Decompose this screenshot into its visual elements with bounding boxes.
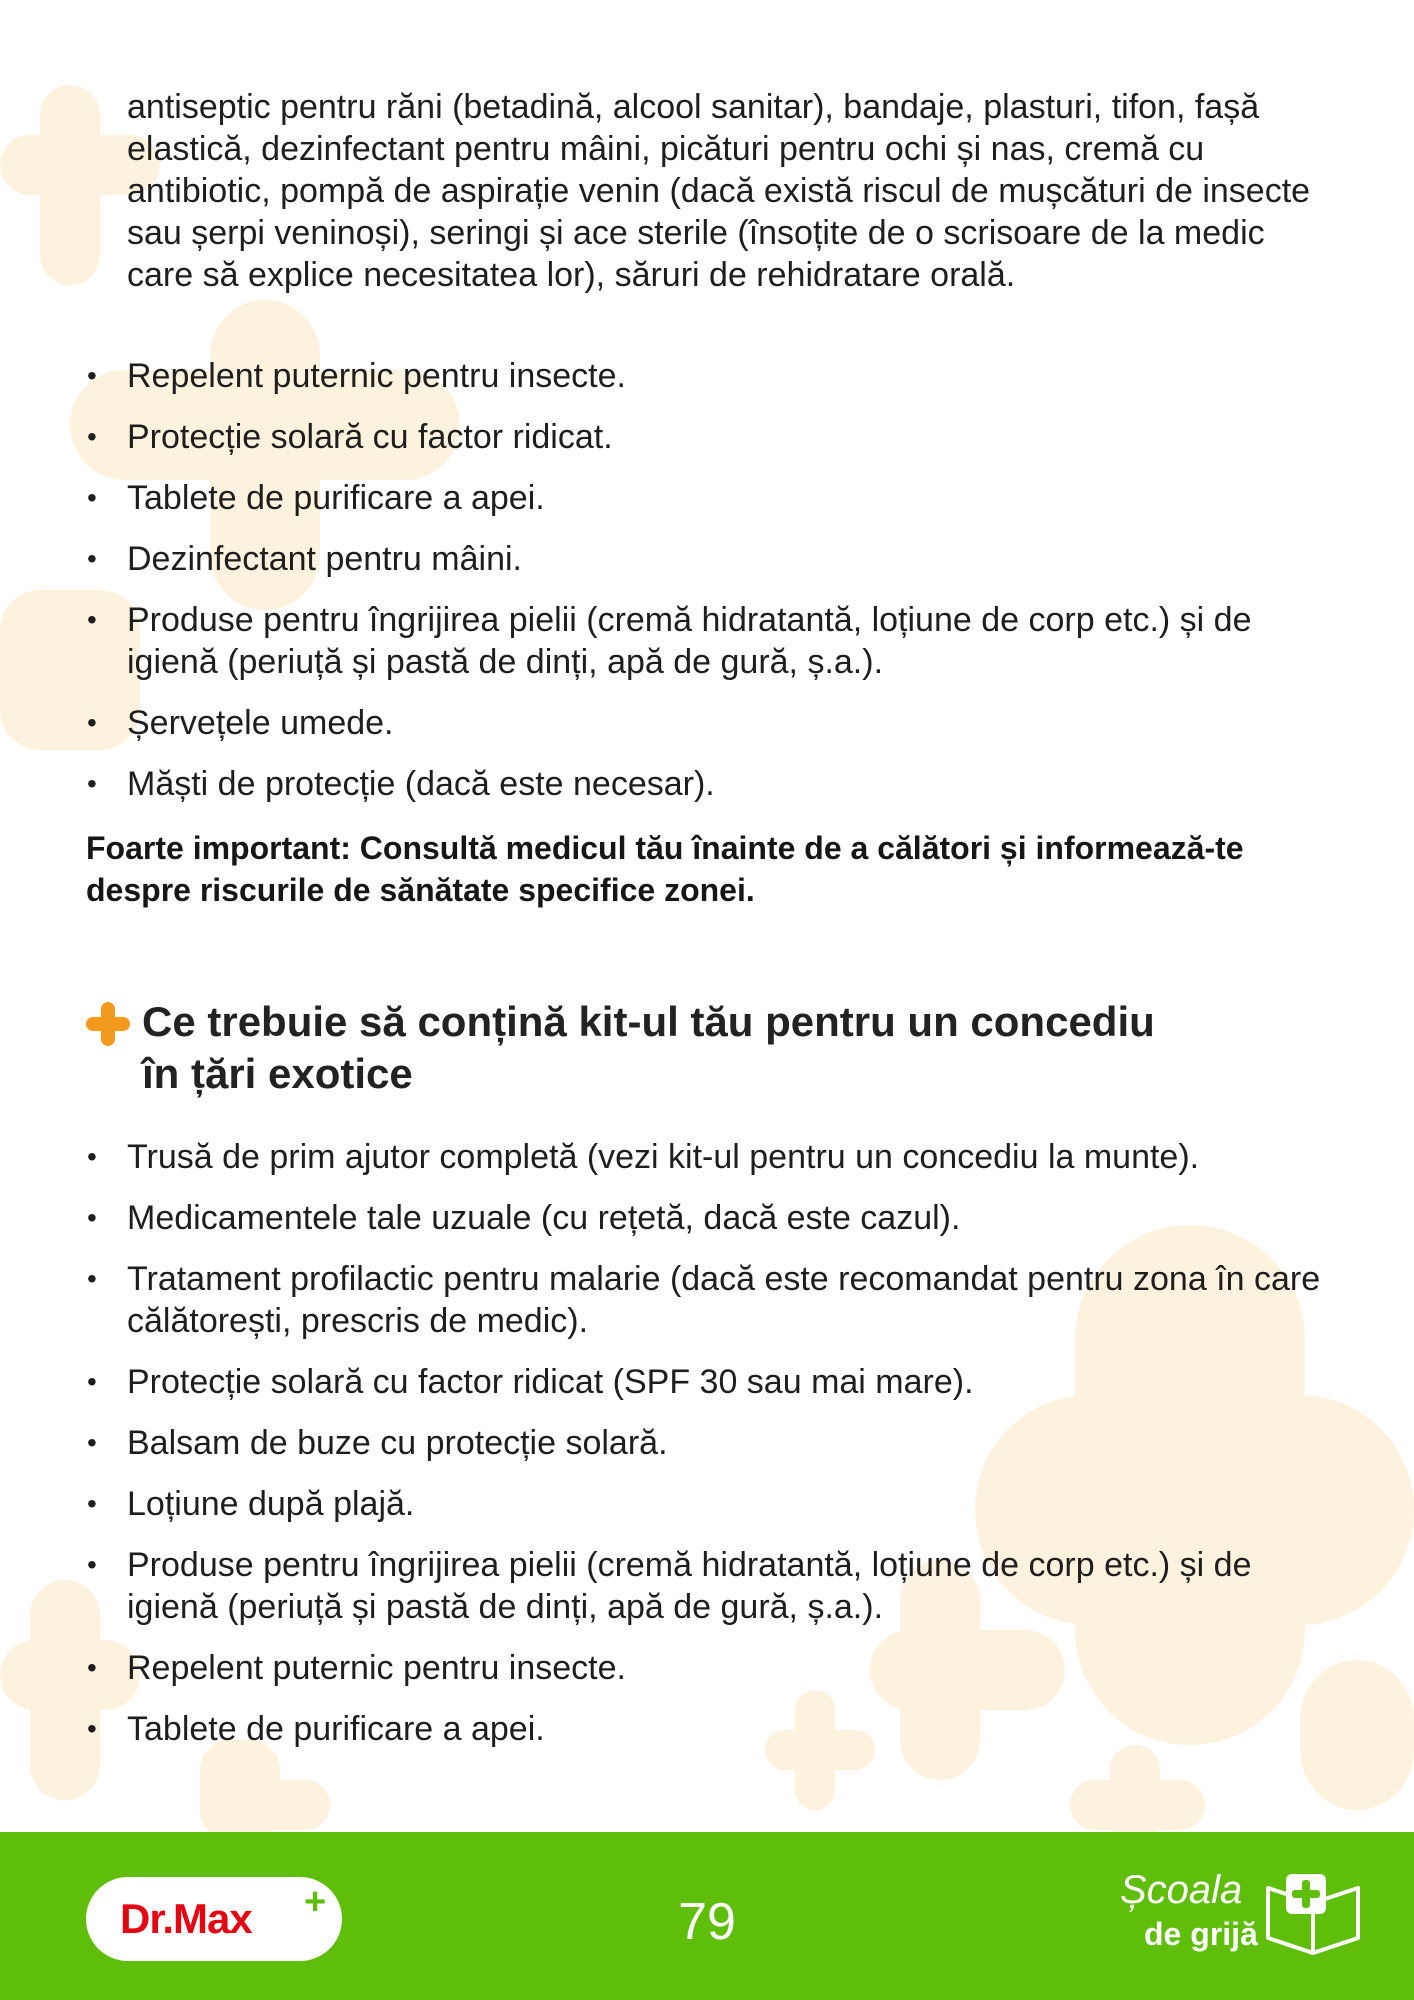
brand-line2: de grijă xyxy=(1144,1916,1258,1952)
list-item: • Tablete de purificare a apei. xyxy=(85,1708,1345,1750)
list-item: • Măști de protecție (dacă este necesar). xyxy=(85,763,1345,805)
logo-text: Dr.Max xyxy=(120,1895,252,1942)
list-item: • Tratament profilactic pentru malarie (dacă este recomandat pentru zona în care călătorești, prescris de medic). xyxy=(85,1258,1345,1342)
section-title-line2: în țări exotice xyxy=(142,1050,413,1097)
important-note: Foarte important: Consultă medicul tău înainte de a călători și informează-te despre riscurile de sănătate specifice zonei. xyxy=(86,830,1244,908)
list-item: • Șervețele umede. xyxy=(85,702,1345,744)
list-item: • Produse pentru îngrijirea pielii (cremă hidratantă, loțiune de corp etc.) și de igienă (periuță și pastă de dinți, apă de gură, ș.a.). xyxy=(85,1544,1345,1628)
bullet-list-2 xyxy=(85,1136,1345,1769)
book-plus-icon xyxy=(1258,1868,1368,1968)
brand-line1: Școala xyxy=(1120,1868,1243,1912)
list-item: • Dezinfectant pentru mâini. xyxy=(85,538,1345,580)
scoala-de-grija-logo xyxy=(1110,1862,1380,1982)
section-title xyxy=(86,996,1326,1100)
list-item: • Trusă de prim ajutor completă (vezi kit-ul pentru un concediu la munte). xyxy=(85,1136,1345,1178)
list-item: • Medicamentele tale uzuale (cu rețetă, dacă este cazul). xyxy=(85,1197,1345,1239)
plus-icon xyxy=(86,1002,130,1046)
list-item: • Produse pentru îngrijirea pielii (cremă hidratantă, loțiune de corp etc.) și de igienă (periuță și pastă de dinți, apă de gură, ș.a.). xyxy=(85,599,1345,683)
list-item: • Tablete de purificare a apei. xyxy=(85,477,1345,519)
section-heading xyxy=(86,996,1326,1100)
section-title-line1: Ce trebuie să conțină kit-ul tău pentru un concediu xyxy=(142,998,1155,1045)
list-item: • Protecție solară cu factor ridicat (SPF 30 sau mai mare). xyxy=(85,1361,1345,1403)
logo-plus: + xyxy=(304,1881,327,1923)
footer-bar xyxy=(0,1832,1414,2000)
page-number: 79 xyxy=(678,1893,736,1951)
list-item: • Repelent puternic pentru insecte. xyxy=(85,355,1345,397)
list-item: • Balsam de buze cu protecție solară. xyxy=(85,1422,1345,1464)
list-item: • Repelent puternic pentru insecte. xyxy=(85,1647,1345,1689)
list-item: • Protecție solară cu factor ridicat. xyxy=(85,416,1345,458)
list-item: • Loțiune după plajă. xyxy=(85,1483,1345,1525)
intro-paragraph: antiseptic pentru răni (betadină, alcool sanitar), bandaje, plasturi, tifon, fașă elastică, dezinfectant pentru mâini, picături pentru ochi și nas, cremă cu antibiotic, pompă de aspirație venin (dacă există riscul de mușcături de insecte sau șerpi veninoși), seringi și ace sterile (însoțite de o scrisoare de la medic care să explice necesitatea lor), săruri de rehidratare orală. xyxy=(127,88,1311,294)
bullet-list-1 xyxy=(85,355,1345,824)
drmax-logo xyxy=(86,1877,342,1961)
